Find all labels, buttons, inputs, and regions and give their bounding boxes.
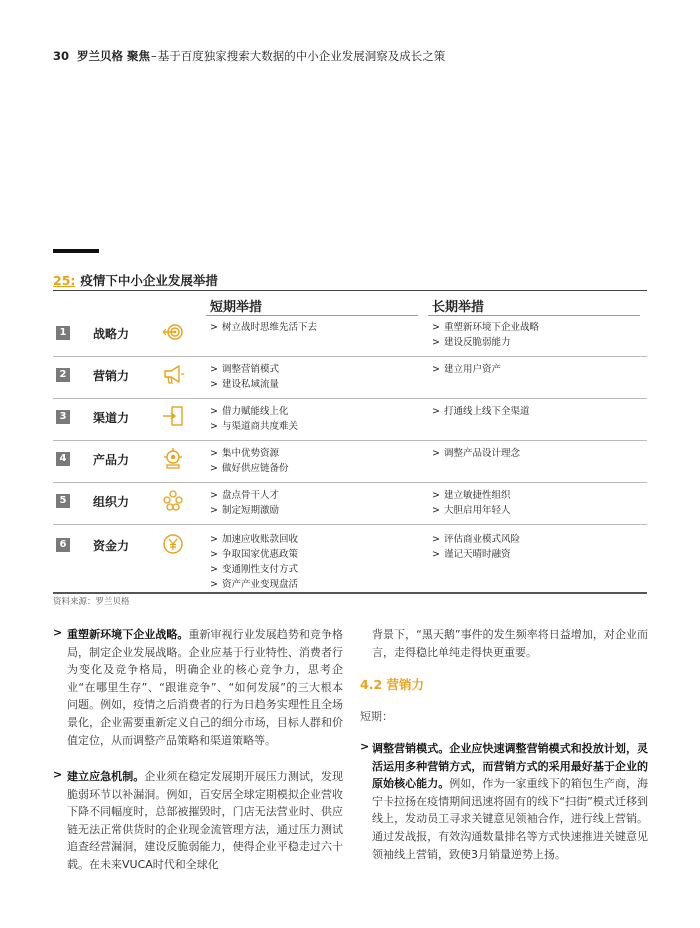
row-number: 2 (56, 368, 70, 382)
yen-coin-icon (161, 532, 185, 556)
brand-name: 罗兰贝格 聚焦 (77, 49, 151, 63)
table-row (53, 488, 647, 516)
column-rule-long (428, 315, 640, 316)
short-term-item: > 加速应收账款回收 (210, 534, 299, 545)
short-term-item: > 做好供应链备份 (210, 463, 289, 474)
short-term-item: > 调整营销模式 (210, 364, 280, 375)
left-bullet-2 (53, 768, 343, 874)
long-term-item: > 重塑新环境下企业战略 (432, 322, 540, 333)
bullet-marker: > (360, 740, 370, 753)
header-dash: – (151, 49, 157, 63)
table-row (53, 320, 647, 348)
long-term-item: > 调整产品设计理念 (432, 448, 521, 459)
row-divider (53, 356, 647, 357)
long-term-item: > 建设反脆弱能力 (432, 337, 511, 348)
door-exit-icon (161, 404, 185, 428)
table-row (53, 446, 647, 474)
column-header-short-term: 短期举措 (210, 300, 263, 315)
row-label: 渠道力 (93, 411, 130, 425)
row-number: 3 (56, 410, 70, 424)
section-heading: 4.2 营销力 (360, 677, 424, 692)
people-group-icon (161, 488, 185, 512)
running-header (53, 48, 445, 64)
row-label: 产品力 (93, 453, 130, 467)
short-term-item: > 与渠道商共度难关 (210, 421, 299, 432)
continuation-paragraph: 背景下，“黑天鹅”事件的发生频率将日益增加，对企业而言，走得稳比单纯走得快更重要。 (372, 628, 648, 659)
short-term-item: > 盘点骨干人才 (210, 490, 280, 501)
right-bullet (360, 740, 648, 863)
row-number: 6 (56, 538, 70, 552)
table-row (53, 532, 647, 590)
row-divider (53, 524, 647, 525)
short-term-item: > 树立战时思维先活下去 (210, 322, 318, 333)
product-gear-icon (161, 446, 185, 470)
table-bottom-rule (53, 592, 647, 594)
short-term-item: > 变通刚性支付方式 (210, 564, 299, 575)
row-divider (53, 482, 647, 483)
bullet-marker: > (53, 626, 63, 639)
row-label: 组织力 (93, 495, 130, 509)
table-row (53, 362, 647, 390)
long-term-item: > 评估商业模式风险 (432, 534, 521, 545)
figure-title (53, 271, 218, 289)
bullet-paragraph: 调整营销模式。企业应快速调整营销模式和投放计划，灵活运用多种营销方式，而营销方式的采用最好基于企业的原始核心能力。例如，作为一家重线下的箱包生产商，海宁卡拉扬在疫情期间迅速将固有的线下“扫街”模式迁移到线上，发动员工寻求关键意见领袖合作，进行线上营销。通过发战报，有效沟通数量排名等方式快速推进关键意见领袖线上营销，致使3月销量逆势上扬。 (372, 742, 649, 861)
row-label: 战略力 (93, 327, 130, 341)
row-number: 4 (56, 452, 70, 466)
long-term-item: > 大胆启用年轻人 (432, 505, 511, 516)
figure-source: 资料来源：罗兰贝格 (53, 597, 130, 607)
short-term-item: > 资产产业变现盘活 (210, 579, 299, 590)
table-row (53, 404, 647, 432)
section-rule (53, 249, 99, 253)
short-term-item: > 争取国家优惠政策 (210, 549, 299, 560)
figure-number: 25: (53, 273, 76, 288)
short-term-item: > 建设私域流量 (210, 379, 280, 390)
bullet-paragraph: 重塑新环境下企业战略。重新审视行业发展趋势和竞争格局，制定企业发展战略。企业应基于行业特性、消费者行为变化及竞争格局，明确企业的核心竞争力，思考企业“在哪里生存”、“跟谁竞争”、“如何发展”的三大根本问题。例如，疫情之后消费者的行为日趋务实理性且全场景化，企业需要重新定义自己的细分市场，目标人群和价值定位，从而调整产品策略和渠道策略等。 (67, 628, 344, 747)
row-divider (53, 398, 647, 399)
header-title: 基于百度独家搜索大数据的中小企业发展洞察及成长之策 (157, 49, 446, 63)
row-number: 5 (56, 494, 70, 508)
target-icon (161, 320, 185, 344)
row-label: 营销力 (93, 369, 130, 383)
long-term-item: > 建立用户资产 (432, 364, 502, 375)
long-term-item: > 建立敏捷性组织 (432, 490, 511, 501)
row-number: 1 (56, 326, 70, 340)
left-bullet-1 (53, 626, 343, 749)
long-term-item: > 打通线上线下全渠道 (432, 406, 530, 417)
row-divider (53, 440, 647, 441)
short-term-item: > 集中优势资源 (210, 448, 280, 459)
bullet-marker: > (53, 768, 63, 781)
short-term-item: > 制定短期激励 (210, 505, 280, 516)
long-term-item: > 谨记天晴时融资 (432, 549, 511, 560)
short-term-item: > 借力赋能线上化 (210, 406, 289, 417)
megaphone-icon (161, 362, 185, 386)
figure-top-rule (53, 290, 647, 291)
column-header-long-term: 长期举措 (432, 300, 485, 315)
column-rule-short (206, 315, 418, 316)
page-number: 30 (53, 49, 70, 63)
row-label: 资金力 (93, 539, 130, 553)
figure-title-text: 疫情下中小企业发展举措 (80, 273, 218, 288)
bullet-paragraph: 建立应急机制。企业须在稳定发展期开展压力测试，发现脆弱环节以补漏洞。例如，百安居全球定期模拟企业营收下降不同幅度时，总部被摧毁时，门店无法营业时、供应链无法正常供货时的企业现金流管理方法，通过压力测试追查经营漏洞，建设反脆弱能力，使得企业平稳走过六十载。在未来VUCA时代和全球化 (67, 770, 344, 871)
short-term-label: 短期： (360, 710, 393, 723)
